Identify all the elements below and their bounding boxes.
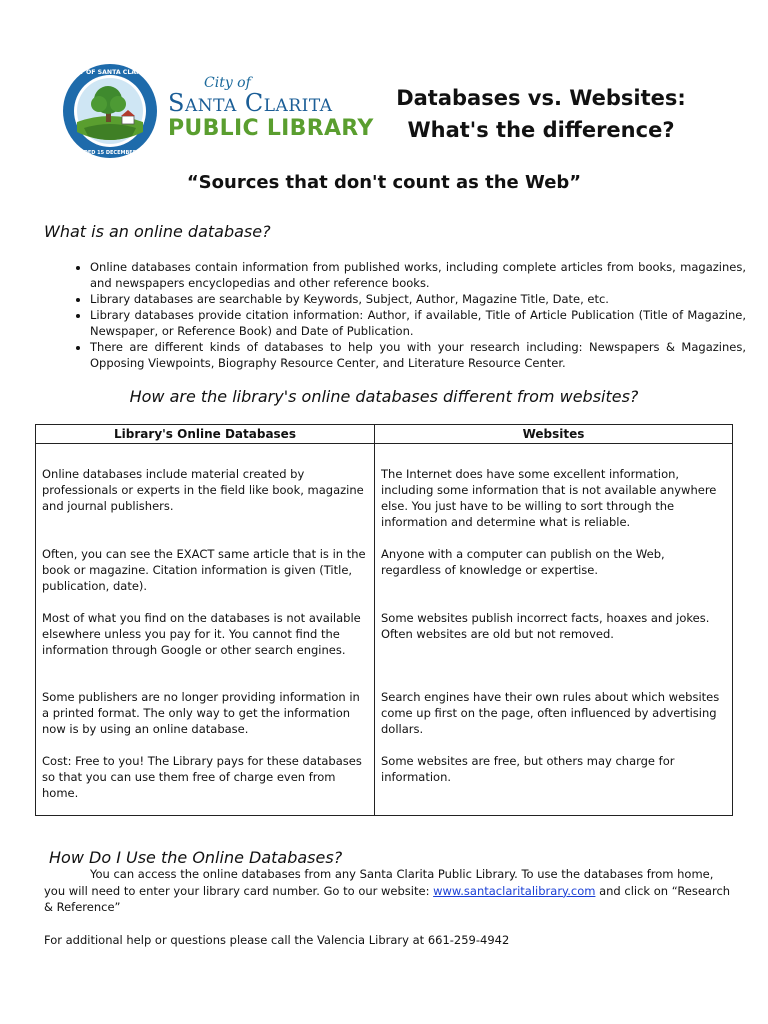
table-cell: Often, you can see the EXACT same article that is in the book or magazine. Citation information is given (Title, publication, date). bbox=[36, 530, 375, 594]
database-bullet-list bbox=[66, 259, 746, 371]
access-text-before-link: You can access the online databases from any Santa Clarita Public Library. To use the databases from home, you will need to enter your library card number. Go to our website: bbox=[44, 867, 714, 898]
section1-heading: What is an online database? bbox=[44, 222, 271, 241]
table-row bbox=[36, 530, 733, 594]
help-contact-text: For additional help or questions please call the Valencia Library at 661-259-4942 bbox=[44, 933, 510, 947]
library-wordmark bbox=[168, 76, 374, 142]
table-cell: Some publishers are no longer providing information in a printed format. The only way to get the information now is by using an online database. bbox=[36, 674, 375, 737]
table-cell: Some websites publish incorrect facts, hoaxes and jokes. Often websites are old but not removed. bbox=[375, 594, 733, 674]
table-cell: Online databases include material created by professionals or experts in the field like book, magazine and journal publishers. bbox=[36, 444, 375, 531]
table-cell: Search engines have their own rules about which websites come up first on the page, often influenced by advertising dollars. bbox=[375, 674, 733, 737]
bullet-item: • Library databases are searchable by Keywords, Subject, Author, Magazine Title, Date, etc. bbox=[90, 291, 746, 307]
section3-heading: How Do I Use the Online Databases? bbox=[49, 848, 343, 867]
library-website-link[interactable]: www.santaclaritalibrary.com bbox=[433, 883, 596, 898]
library-name-line2: PUBLIC LIBRARY bbox=[168, 116, 374, 141]
table-cell: Anyone with a computer can publish on the Web, regardless of knowledge or expertise. bbox=[375, 530, 733, 594]
svg-text:CITY OF SANTA CLARITA: CITY OF SANTA CLARITA bbox=[68, 69, 152, 76]
bullet-item: • Library databases provide citation information: Author, if available, Title of Article Publication (Title of Magazine, Newspaper, or Reference Book) and Date of Publication. bbox=[90, 307, 746, 339]
header bbox=[0, 0, 768, 170]
title-line2: What's the difference? bbox=[407, 118, 675, 142]
table-cell: Some websites are free, but others may charge for information. bbox=[375, 737, 733, 816]
title-line1: Databases vs. Websites: bbox=[396, 86, 686, 110]
bullet-item: • There are different kinds of databases to help you with your research including: Newspapers & Magazines, Opposing Viewpoints, Biography Resource Center, and Literature Resource Center. bbox=[90, 339, 746, 371]
table-row bbox=[36, 594, 733, 674]
section2-heading: How are the library's online databases different from websites? bbox=[129, 387, 639, 406]
table-header-row bbox=[36, 425, 733, 444]
table-cell: Cost: Free to you! The Library pays for these databases so that you can use them free of charge even from home. bbox=[36, 737, 375, 816]
library-name-line1: Santa Clarita bbox=[168, 89, 333, 117]
table-cell: The Internet does have some excellent information, including some information that is not available anywhere else. You just have to be willing to sort through the information and determine what is reliable. bbox=[375, 444, 733, 531]
table-row bbox=[36, 737, 733, 816]
library-city: City of bbox=[204, 75, 251, 91]
table-row bbox=[36, 444, 733, 531]
access-instructions bbox=[44, 866, 734, 916]
access-text-after-link: and click on “Research & Reference” bbox=[44, 883, 731, 914]
column-header-websites: Websites bbox=[375, 425, 733, 444]
column-header-databases: Library's Online Databases bbox=[36, 425, 375, 444]
subtitle: “Sources that don't count as the Web” bbox=[186, 172, 582, 193]
city-seal-logo bbox=[62, 62, 158, 160]
svg-text:FOUNDED 15 DECEMBER 1987: FOUNDED 15 DECEMBER 1987 bbox=[67, 150, 153, 156]
comparison-table bbox=[35, 424, 733, 816]
table-cell: Most of what you find on the databases is not available elsewhere unless you pay for it. You cannot find the information through Google or other search engines. bbox=[36, 594, 375, 674]
document-title bbox=[380, 82, 702, 146]
bullet-item: • Online databases contain information from published works, including complete articles from books, magazines, and newspapers encyclopedias and other reference books. bbox=[90, 259, 746, 291]
table-row bbox=[36, 674, 733, 737]
